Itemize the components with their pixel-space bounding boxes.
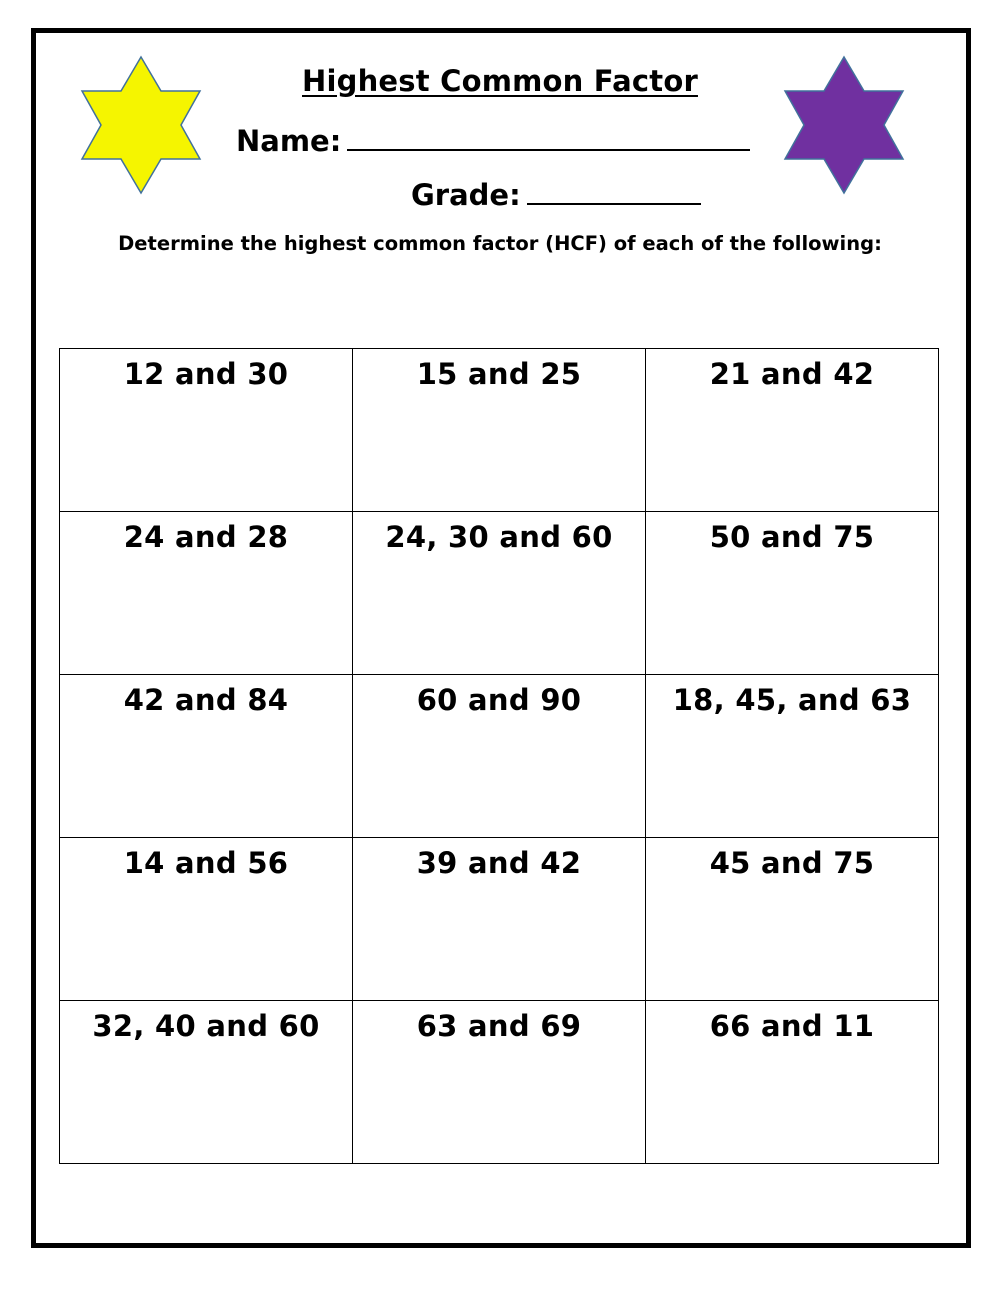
problem-text: 15 and 25 [416,357,582,391]
name-label: Name: [236,124,342,158]
problem-text: 66 and 11 [709,1009,875,1043]
problem-cell[interactable] [353,512,646,675]
table-row [60,675,939,838]
problem-cell[interactable] [60,838,353,1001]
problem-cell[interactable] [60,512,353,675]
name-field[interactable] [236,124,750,158]
worksheet-title: Highest Common Factor [302,64,698,98]
problem-text: 14 and 56 [123,846,289,880]
problem-cell[interactable] [353,349,646,512]
problem-text: 12 and 30 [123,357,289,391]
problem-text: 45 and 75 [709,846,875,880]
problem-cell[interactable] [646,512,939,675]
problem-cell[interactable] [60,349,353,512]
problem-cell[interactable] [60,1001,353,1164]
grade-blank-line[interactable] [527,202,701,205]
grade-label: Grade: [411,178,521,212]
table-row [60,838,939,1001]
grade-field[interactable] [411,178,701,212]
problem-text: 24 and 28 [123,520,289,554]
problem-cell[interactable] [646,675,939,838]
problem-cell[interactable] [60,675,353,838]
name-blank-line[interactable] [347,148,750,151]
problem-text: 60 and 90 [416,683,582,717]
problem-cell[interactable] [646,349,939,512]
problem-text: 63 and 69 [416,1009,582,1043]
problem-text: 18, 45, and 63 [672,683,912,717]
problem-text: 39 and 42 [416,846,582,880]
problem-cell[interactable] [646,838,939,1001]
problem-cell[interactable] [646,1001,939,1164]
problem-cell[interactable] [353,1001,646,1164]
table-row [60,349,939,512]
problem-text: 24, 30 and 60 [385,520,613,554]
table-row [60,512,939,675]
table-row [60,1001,939,1164]
problem-text: 50 and 75 [709,520,875,554]
problem-text: 32, 40 and 60 [92,1009,320,1043]
problem-table [59,348,939,1164]
problem-text: 42 and 84 [123,683,289,717]
problem-cell[interactable] [353,838,646,1001]
instructions-text: Determine the highest common factor (HCF) of each of the following: [118,232,882,255]
problem-text: 21 and 42 [709,357,875,391]
problem-cell[interactable] [353,675,646,838]
